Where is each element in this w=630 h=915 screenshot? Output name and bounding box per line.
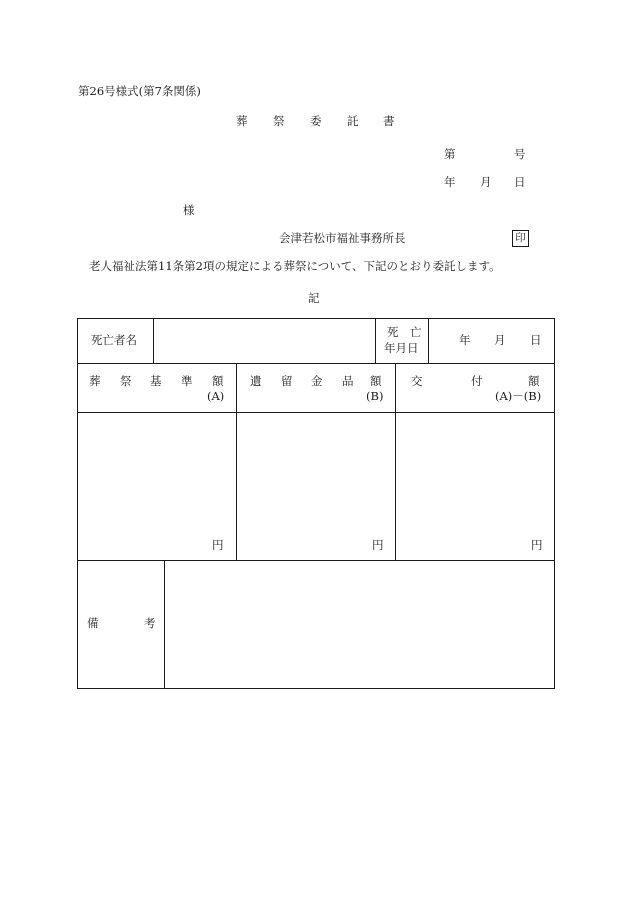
remarks-field[interactable] (165, 561, 553, 687)
deceased-name-field[interactable] (154, 319, 374, 362)
header-sub: (A) (207, 389, 225, 403)
header-sub: (B) (366, 389, 384, 403)
title-char: 委 (310, 114, 322, 128)
header-char: 金 (311, 374, 323, 388)
header-char: 交 (411, 374, 423, 388)
yen-unit: 円 (531, 538, 543, 552)
issuer-name: 会津若松市福祉事務所長 (279, 231, 406, 245)
header-char: 額 (370, 374, 382, 388)
ki-heading: 記 (308, 291, 320, 305)
date-month: 月 (480, 175, 492, 189)
date-year: 年 (444, 175, 456, 189)
header-char: 遺 (250, 374, 262, 388)
header-char: 基 (150, 374, 162, 388)
header-char: 品 (342, 374, 354, 388)
yen-unit: 円 (372, 538, 384, 552)
seal-mark: 印 (512, 230, 529, 247)
title-char: 託 (347, 114, 359, 128)
header-char: 額 (212, 374, 224, 388)
date-day: 日 (514, 175, 526, 189)
header-char: 準 (181, 374, 193, 388)
title-char: 書 (383, 114, 395, 128)
addressee-suffix: 様 (183, 203, 195, 217)
number-go: 号 (514, 147, 526, 161)
deceased-name-label: 死亡者名 (91, 333, 137, 347)
payment-amount-field[interactable] (396, 413, 553, 559)
table-border (375, 318, 376, 363)
yen-unit: 円 (212, 538, 224, 552)
table-border (554, 318, 555, 689)
header-char: 葬 (89, 374, 101, 388)
number-dai: 第 (444, 147, 456, 161)
death-date-label-1: 死 亡 (387, 325, 422, 339)
table-border (428, 318, 429, 363)
header-sub: (A)－(B) (495, 389, 542, 403)
table-border (77, 688, 555, 689)
death-day: 日 (530, 333, 542, 347)
remarks-label-char: 考 (144, 616, 156, 630)
estate-amount-field[interactable] (237, 413, 394, 559)
table-border (77, 363, 555, 364)
form-number: 第26号様式(第7条関係) (78, 84, 201, 98)
title-char: 葬 (236, 114, 248, 128)
remarks-label-char: 備 (87, 616, 99, 630)
header-char: 付 (471, 374, 483, 388)
header-char: 額 (528, 374, 540, 388)
death-year: 年 (459, 333, 471, 347)
title-char: 祭 (273, 114, 285, 128)
death-date-label-2: 年月日 (384, 341, 419, 355)
death-month: 月 (494, 333, 506, 347)
body-text: 老人福祉法第11条第2項の規定による葬祭について、下記のとおり委託します。 (89, 259, 501, 273)
header-char: 留 (281, 374, 293, 388)
header-char: 祭 (120, 374, 132, 388)
